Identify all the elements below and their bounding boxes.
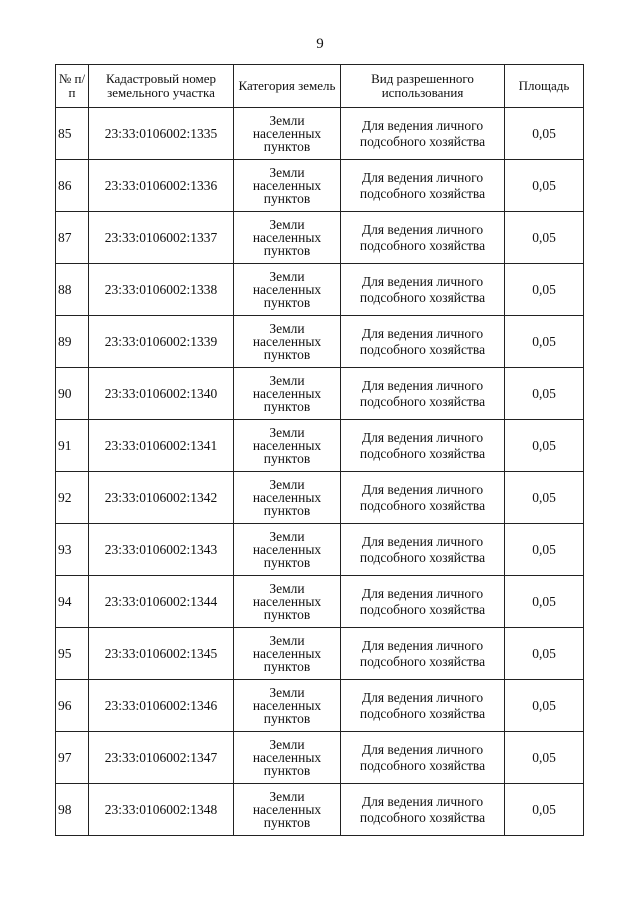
cell-cadastral: 23:33:0106002:1337	[89, 212, 234, 264]
cell-area: 0,05	[505, 316, 584, 368]
cell-cadastral: 23:33:0106002:1345	[89, 628, 234, 680]
header-usage: Вид разрешенного использования	[341, 65, 505, 108]
table-row	[56, 368, 584, 420]
cell-category: Земли населенных пунктов	[234, 160, 341, 212]
cell-usage: Для ведения личного подсобного хозяйства	[341, 108, 505, 160]
cell-usage: Для ведения личного подсобного хозяйства	[341, 784, 505, 836]
cell-area: 0,05	[505, 576, 584, 628]
cell-cadastral: 23:33:0106002:1338	[89, 264, 234, 316]
cell-cadastral: 23:33:0106002:1341	[89, 420, 234, 472]
cell-category: Земли населенных пунктов	[234, 212, 341, 264]
cell-usage: Для ведения личного подсобного хозяйства	[341, 420, 505, 472]
table-row	[56, 316, 584, 368]
table-body	[56, 108, 584, 836]
table-row	[56, 420, 584, 472]
cell-cadastral: 23:33:0106002:1339	[89, 316, 234, 368]
table-row	[56, 524, 584, 576]
cell-num: 91	[56, 420, 89, 472]
cell-category: Земли населенных пунктов	[234, 316, 341, 368]
cell-area: 0,05	[505, 212, 584, 264]
page-number: 9	[316, 36, 324, 52]
table-row	[56, 160, 584, 212]
cell-num: 94	[56, 576, 89, 628]
cell-num: 87	[56, 212, 89, 264]
header-area: Площадь	[505, 65, 584, 108]
cell-cadastral: 23:33:0106002:1344	[89, 576, 234, 628]
cell-area: 0,05	[505, 108, 584, 160]
cell-usage: Для ведения личного подсобного хозяйства	[341, 576, 505, 628]
cell-usage: Для ведения личного подсобного хозяйства	[341, 628, 505, 680]
cell-cadastral: 23:33:0106002:1346	[89, 680, 234, 732]
land-plots-table	[55, 64, 584, 836]
cell-usage: Для ведения личного подсобного хозяйства	[341, 264, 505, 316]
cell-area: 0,05	[505, 680, 584, 732]
header-category: Категория земель	[234, 65, 341, 108]
cell-cadastral: 23:33:0106002:1342	[89, 472, 234, 524]
cell-num: 95	[56, 628, 89, 680]
header-cadastral: Кадастровый номер земельного участка	[89, 65, 234, 108]
cell-num: 97	[56, 732, 89, 784]
cell-usage: Для ведения личного подсобного хозяйства	[341, 472, 505, 524]
table-row	[56, 628, 584, 680]
cell-category: Земли населенных пунктов	[234, 264, 341, 316]
cell-num: 98	[56, 784, 89, 836]
table-row	[56, 732, 584, 784]
cell-area: 0,05	[505, 264, 584, 316]
table-row	[56, 680, 584, 732]
cell-category: Земли населенных пунктов	[234, 628, 341, 680]
cell-num: 96	[56, 680, 89, 732]
cell-cadastral: 23:33:0106002:1336	[89, 160, 234, 212]
cell-category: Земли населенных пунктов	[234, 784, 341, 836]
cell-num: 93	[56, 524, 89, 576]
cell-num: 88	[56, 264, 89, 316]
cell-num: 92	[56, 472, 89, 524]
cell-usage: Для ведения личного подсобного хозяйства	[341, 524, 505, 576]
cell-usage: Для ведения личного подсобного хозяйства	[341, 368, 505, 420]
cell-usage: Для ведения личного подсобного хозяйства	[341, 212, 505, 264]
cell-cadastral: 23:33:0106002:1343	[89, 524, 234, 576]
cell-category: Земли населенных пунктов	[234, 420, 341, 472]
cell-usage: Для ведения личного подсобного хозяйства	[341, 160, 505, 212]
table-header	[56, 65, 584, 108]
cell-usage: Для ведения личного подсобного хозяйства	[341, 680, 505, 732]
cell-cadastral: 23:33:0106002:1347	[89, 732, 234, 784]
cell-category: Земли населенных пунктов	[234, 368, 341, 420]
cell-area: 0,05	[505, 160, 584, 212]
cell-area: 0,05	[505, 784, 584, 836]
cell-num: 89	[56, 316, 89, 368]
header-row	[56, 65, 584, 108]
cell-category: Земли населенных пунктов	[234, 524, 341, 576]
cell-category: Земли населенных пунктов	[234, 680, 341, 732]
table-row	[56, 576, 584, 628]
table-row	[56, 264, 584, 316]
cell-area: 0,05	[505, 420, 584, 472]
cell-category: Земли населенных пунктов	[234, 732, 341, 784]
cell-category: Земли населенных пунктов	[234, 576, 341, 628]
cell-category: Земли населенных пунктов	[234, 108, 341, 160]
cell-category: Земли населенных пунктов	[234, 472, 341, 524]
cell-area: 0,05	[505, 732, 584, 784]
cell-num: 85	[56, 108, 89, 160]
table-row	[56, 108, 584, 160]
cell-area: 0,05	[505, 628, 584, 680]
header-num: № п/п	[56, 65, 89, 108]
cell-num: 86	[56, 160, 89, 212]
cell-usage: Для ведения личного подсобного хозяйства	[341, 316, 505, 368]
cell-area: 0,05	[505, 524, 584, 576]
table-row	[56, 212, 584, 264]
cell-cadastral: 23:33:0106002:1348	[89, 784, 234, 836]
cell-area: 0,05	[505, 472, 584, 524]
cell-area: 0,05	[505, 368, 584, 420]
cell-cadastral: 23:33:0106002:1340	[89, 368, 234, 420]
cell-cadastral: 23:33:0106002:1335	[89, 108, 234, 160]
cell-usage: Для ведения личного подсобного хозяйства	[341, 732, 505, 784]
cell-num: 90	[56, 368, 89, 420]
table-row	[56, 784, 584, 836]
table-row	[56, 472, 584, 524]
